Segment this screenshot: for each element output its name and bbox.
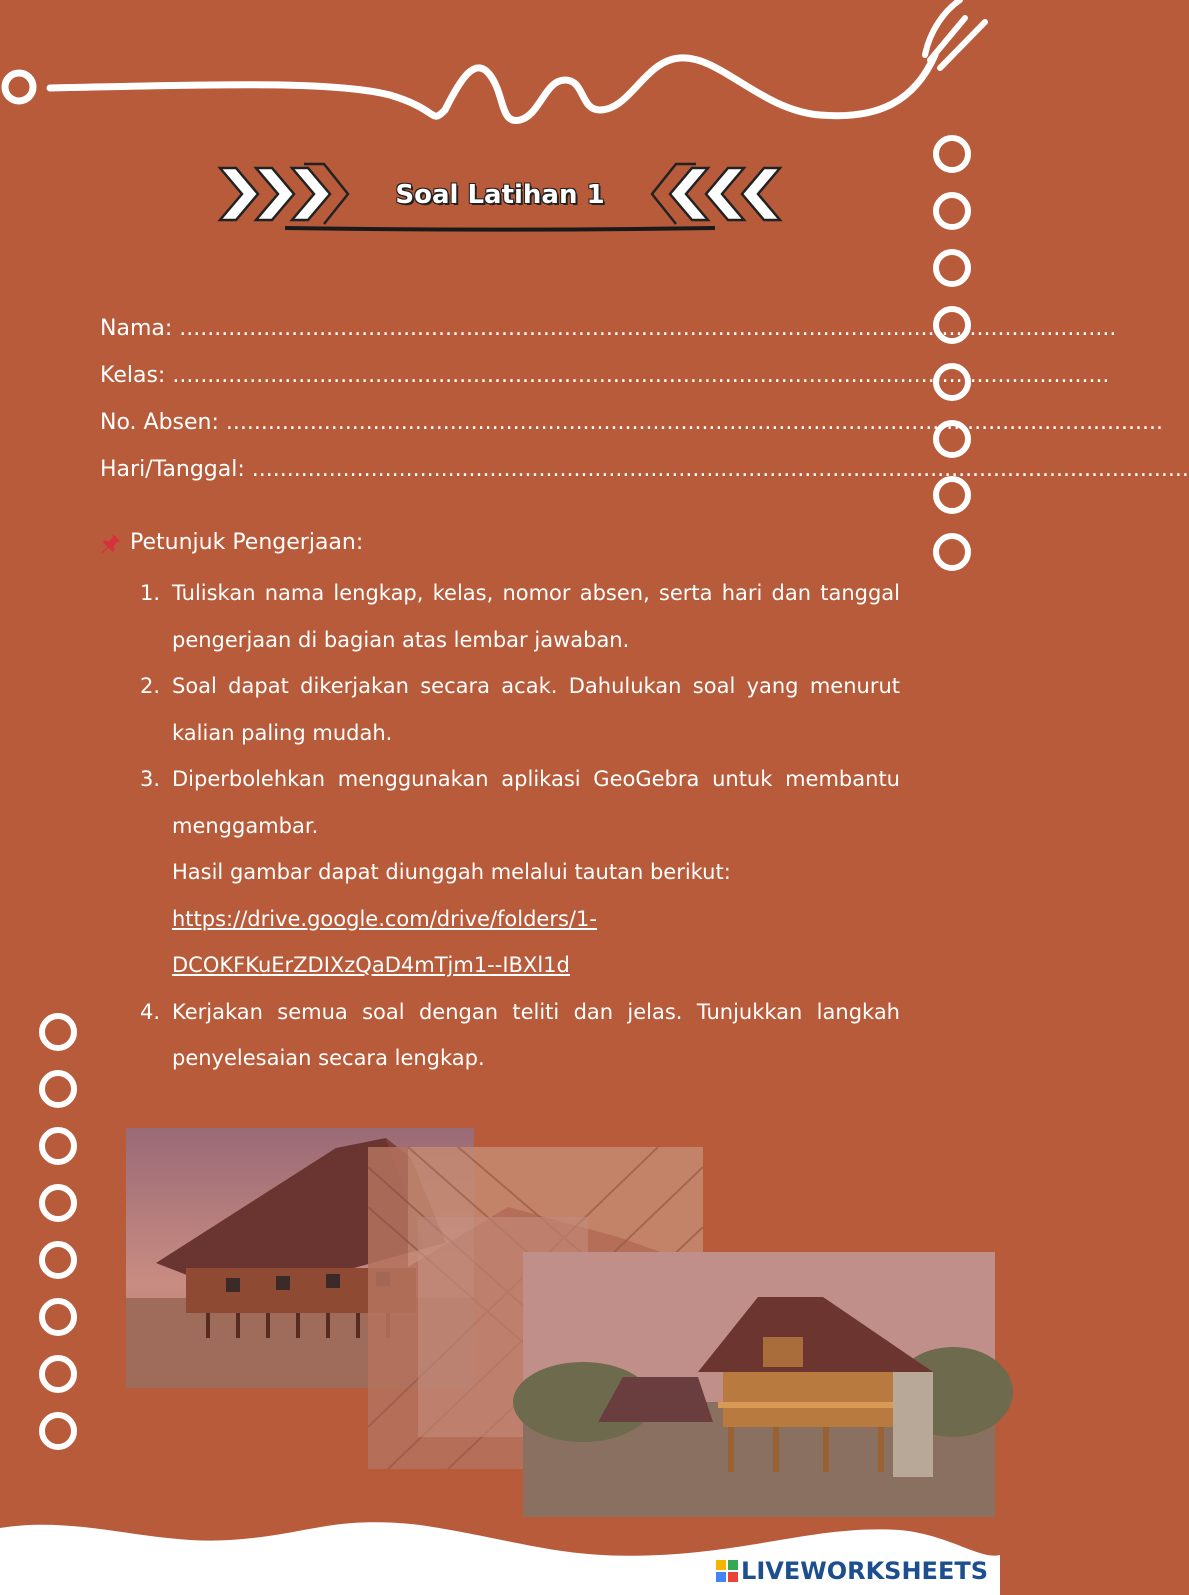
field-label: Nama xyxy=(100,316,165,341)
instruction-list xyxy=(140,570,900,1082)
field-kelas[interactable] xyxy=(100,352,1110,399)
step-text: Diperbolehkan menggunakan aplikasi GeoGebra untuk membantu menggambar. xyxy=(172,767,900,838)
field-hari-tanggal[interactable] xyxy=(100,446,1189,493)
list-item xyxy=(140,570,900,663)
field-separator: : xyxy=(164,316,173,341)
title-underline xyxy=(285,228,715,230)
list-item xyxy=(140,756,900,989)
field-blank[interactable]: ...................................................................................................................................... xyxy=(172,363,1110,388)
field-no-absen[interactable] xyxy=(100,399,1163,446)
watermark-text: LIVEWORKSHEETS xyxy=(741,1557,988,1585)
liveworksheets-watermark xyxy=(716,1557,988,1585)
instructions-heading xyxy=(100,530,363,555)
step-extra-text: Hasil gambar dapat diunggah melalui tautan berikut: xyxy=(172,860,731,884)
field-label: Hari/Tanggal xyxy=(100,457,238,482)
field-separator: : xyxy=(237,457,245,482)
field-blank[interactable]: ...................................................................................................................................... xyxy=(251,457,1189,482)
identity-fields xyxy=(100,305,1189,493)
step-number: 4. xyxy=(140,999,161,1024)
step-text: Soal dapat dikerjakan secara acak. Dahulukan soal yang menurut kalian paling mudah. xyxy=(172,674,900,745)
field-label: No. Absen xyxy=(100,410,212,435)
step-body xyxy=(172,756,900,989)
field-separator: : xyxy=(157,363,166,388)
pushpin-icon xyxy=(100,532,122,554)
field-separator: : xyxy=(211,410,219,435)
step-number: 2. xyxy=(140,674,161,698)
title-banner xyxy=(220,162,780,242)
left-circles xyxy=(42,1016,74,1447)
wave-start-circle xyxy=(5,73,33,101)
field-nama[interactable] xyxy=(100,305,1117,352)
step-number: 1. xyxy=(140,581,161,605)
photo-stilt-house xyxy=(523,1252,995,1517)
field-label: Kelas xyxy=(100,363,158,388)
instructions-heading-text: Petunjuk Pengerjaan: xyxy=(130,530,364,555)
step-text: Tuliskan nama lengkap, kelas, nomor absen, serta hari dan tanggal pengerjaan di bagian atas lembar jawaban. xyxy=(172,581,900,652)
drive-link-line-2[interactable]: DCOKFKuErZDIXzQaD4mTjm1--IBXl1d xyxy=(172,953,570,977)
liveworksheets-logo-icon xyxy=(716,1560,738,1582)
field-blank[interactable]: ...................................................................................................................................... xyxy=(225,410,1163,435)
step-number: 3. xyxy=(140,767,161,791)
step-text: Kerjakan semua soal dengan teliti dan jelas. Tunjukkan langkah penyelesaian secara lengkap. xyxy=(172,999,900,1070)
drive-link-line-1[interactable]: https://drive.google.com/drive/folders/1- xyxy=(172,906,597,931)
field-blank[interactable]: ...................................................................................................................................... xyxy=(179,316,1117,341)
fork-icon xyxy=(925,0,985,68)
list-item xyxy=(140,663,900,756)
top-wave-line xyxy=(50,55,935,121)
page-title: Soal Latihan 1 xyxy=(395,180,605,210)
list-item xyxy=(140,989,900,1082)
